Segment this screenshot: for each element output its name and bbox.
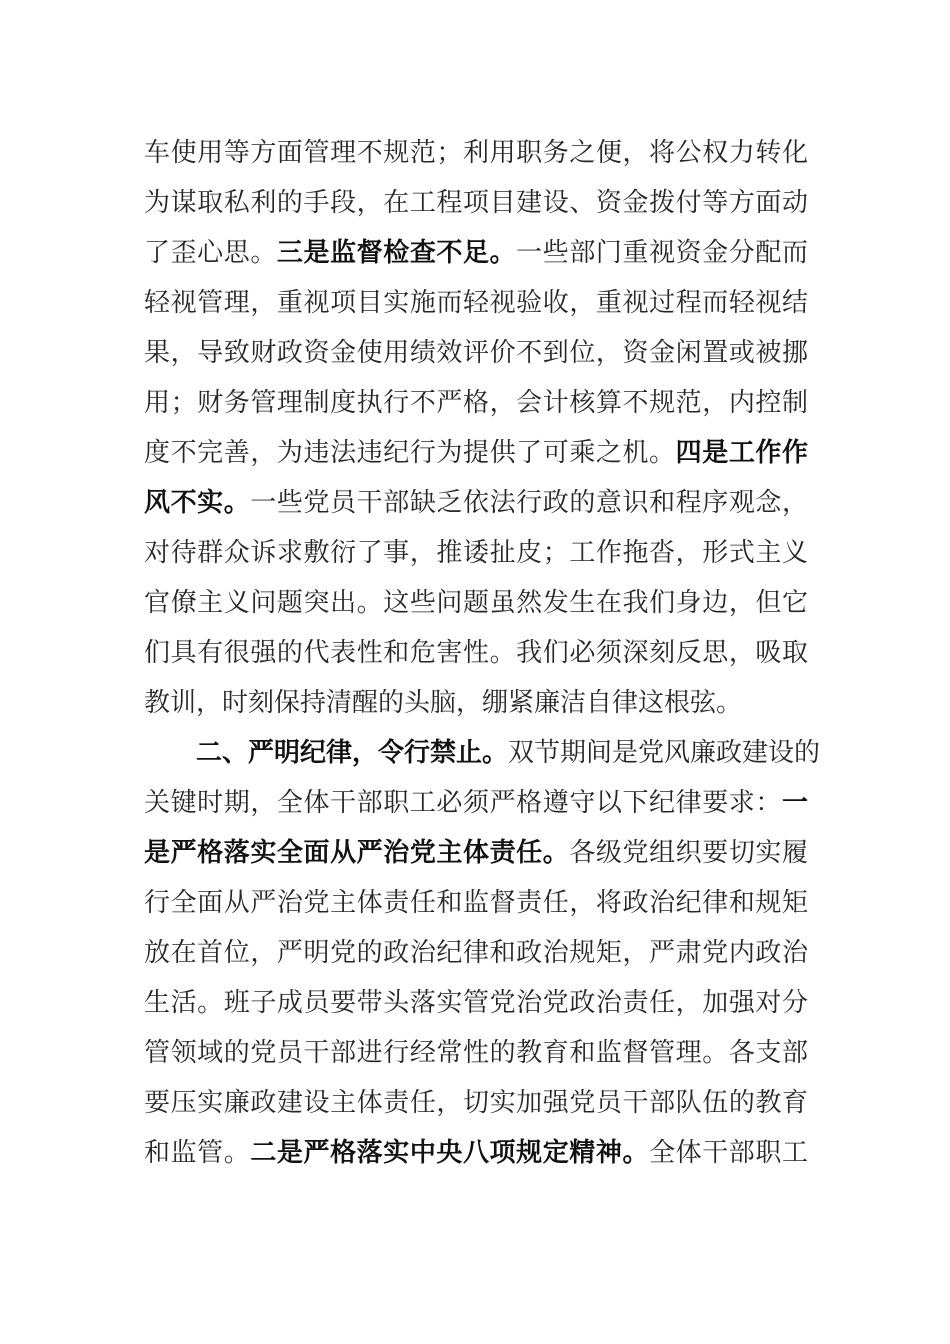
text-run: 一些党员干部缺乏依法行政的意识和程序观念，	[250, 488, 808, 518]
text-line	[144, 828, 808, 878]
text-line	[144, 1078, 808, 1128]
bold-heading-run: 二是严格落实中央八项规定精神。	[250, 1138, 650, 1168]
text-line	[144, 678, 808, 728]
text-line	[144, 928, 808, 978]
text-run: 官僚主义问题突出。这些问题虽然发生在我们身边，但它	[144, 588, 808, 618]
text-run: 对待群众诉求敷衍了事，推诿扯皮；工作拖沓，形式主义	[144, 538, 808, 568]
text-run: 度不完善，为违法违纪行为提供了可乘之机。	[144, 438, 676, 468]
text-run: 管领域的党员干部进行经常性的教育和监督管理。各支部	[144, 1038, 808, 1068]
text-run: 生活。班子成员要带头落实管党治党政治责任，加强对分	[144, 988, 808, 1018]
text-run: 轻视管理，重视项目实施而轻视验收，重视过程而轻视结	[144, 288, 808, 318]
text-run: 为谋取私利的手段，在工程项目建设、资金拨付等方面动	[144, 188, 808, 218]
text-run: 们具有很强的代表性和危害性。我们必须深刻反思，吸取	[144, 638, 808, 668]
section-heading-line	[144, 728, 821, 778]
text-run: 了歪心思。	[144, 238, 277, 268]
bold-heading-run: 四是工作作	[675, 438, 808, 468]
text-line	[144, 628, 808, 678]
text-run: 要压实廉政建设主体责任，切实加强党员干部队伍的教育	[144, 1088, 808, 1118]
text-line	[144, 1128, 808, 1178]
text-run: 和监管。	[144, 1138, 251, 1168]
text-line	[144, 428, 808, 478]
text-run: 教训，时刻保持清醒的头脑，绷紧廉洁自律这根弦。	[144, 688, 743, 718]
text-run: 放在首位，严明党的政治纪律和政治规矩，严肃党内政治	[144, 938, 808, 968]
text-line	[144, 378, 808, 428]
text-line	[144, 878, 808, 928]
text-run: 用；财务管理制度执行不严格，会计核算不规范，内控制	[144, 388, 808, 418]
bold-heading-run: 是严格落实全面从严治党主体责任。	[144, 838, 570, 868]
text-line	[144, 978, 808, 1028]
text-line	[144, 1028, 808, 1078]
text-run: 全体干部职工	[649, 1138, 808, 1168]
text-line	[144, 178, 808, 228]
body-text	[144, 128, 821, 1178]
text-line	[144, 578, 808, 628]
text-run: 双节期间是党风廉政建设的	[508, 738, 821, 768]
text-run: 果，导致财政资金使用绩效评价不到位，资金闲置或被挪	[144, 338, 808, 368]
text-line	[144, 128, 808, 178]
text-line	[144, 528, 808, 578]
text-run: 各级党组织要切实履	[569, 838, 808, 868]
text-run: 关键时期，全体干部职工必须严格遵守以下纪律要求：	[144, 788, 782, 818]
bold-heading-run: 风不实。	[144, 488, 251, 518]
bold-heading-run: 三是监督检查不足。	[276, 238, 517, 268]
text-line	[144, 328, 808, 378]
section-heading: 二、严明纪律，令行禁止。	[196, 738, 509, 768]
text-line	[144, 778, 808, 828]
text-line	[144, 278, 808, 328]
text-line	[144, 228, 808, 278]
text-run: 行全面从严治党主体责任和监督责任，将政治纪律和规矩	[144, 888, 808, 918]
bold-heading-run: 一	[781, 788, 808, 818]
text-line	[144, 478, 808, 528]
text-run: 车使用等方面管理不规范；利用职务之便，将公权力转化	[144, 138, 808, 168]
text-run: 一些部门重视资金分配而	[516, 238, 808, 268]
